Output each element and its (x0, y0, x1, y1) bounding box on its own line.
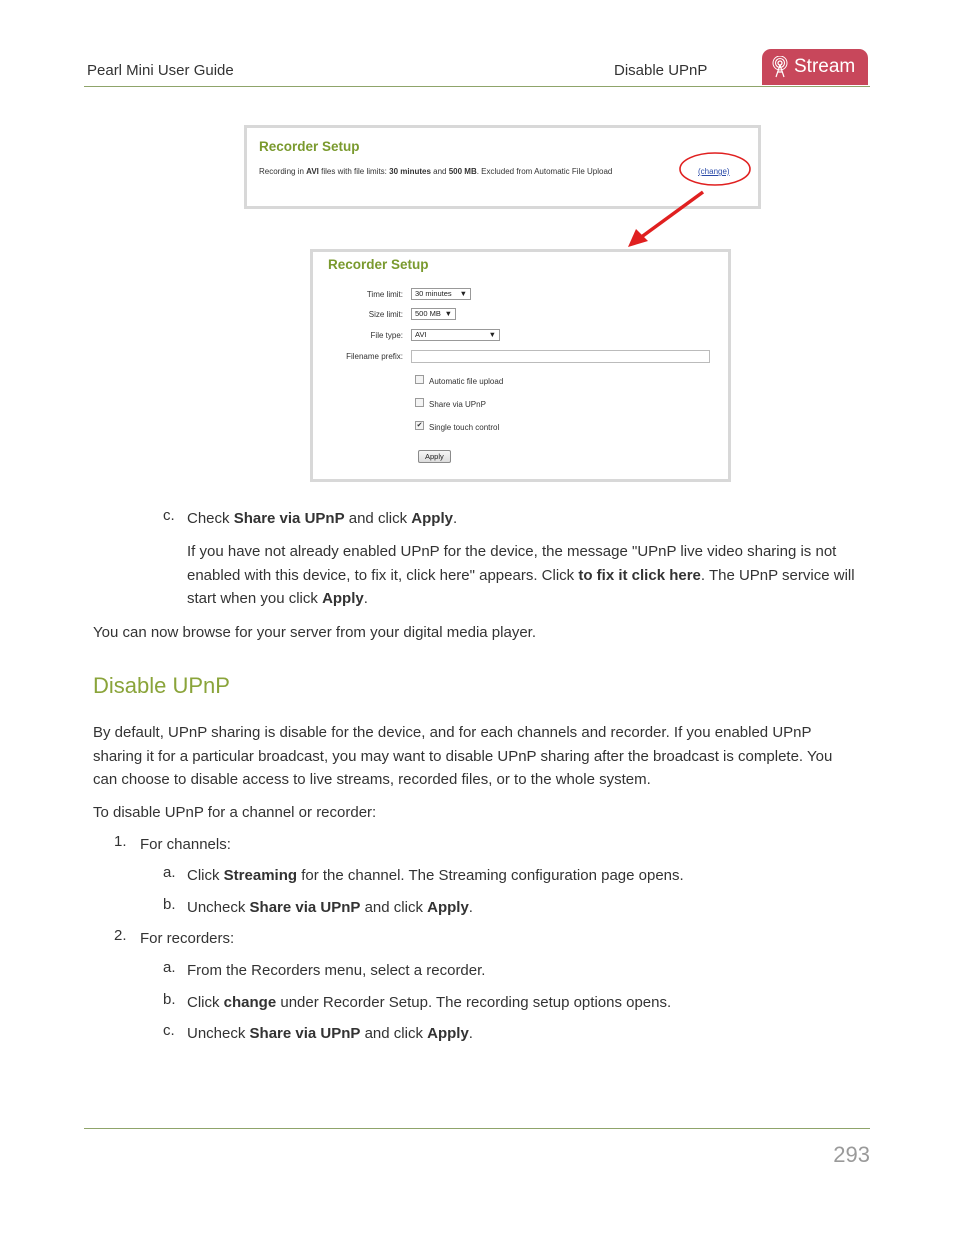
summary-time: 30 minutes (389, 167, 431, 176)
dropdown-arrow-icon: ▼ (488, 330, 496, 339)
step-bold: Apply (411, 510, 453, 527)
file-type-value: AVI (415, 330, 427, 339)
list-text: . (468, 899, 473, 916)
share-upnp-label: Share via UPnP (429, 400, 486, 409)
summary-size: 500 MB (448, 167, 477, 176)
lead-in-paragraph: To disable UPnP for a channel or recorder: (93, 804, 377, 821)
summary-text: and (430, 167, 449, 176)
list-item-2-marker: 2. (114, 927, 127, 944)
automatic-upload-checkbox[interactable] (415, 375, 424, 384)
size-limit-value: 500 MB (415, 309, 441, 318)
dropdown-arrow-icon: ▼ (444, 309, 452, 318)
page-number: 293 (833, 1142, 870, 1167)
list-item-1a-marker: a. (163, 864, 176, 881)
broadcast-icon (772, 56, 788, 78)
size-limit-select[interactable] (411, 308, 456, 320)
arrow-shaft (640, 192, 703, 238)
screenshot1-title: Recorder Setup (259, 139, 360, 154)
share-upnp-checkbox[interactable] (415, 398, 424, 407)
automatic-upload-label: Automatic file upload (429, 377, 504, 386)
header-rule (84, 86, 870, 87)
step-bold: Share via UPnP (233, 510, 345, 527)
list-item-1a-text (187, 864, 867, 888)
list-bold: Streaming (223, 867, 298, 884)
recorder-setup-form-screenshot (310, 249, 731, 482)
recording-summary-line (259, 167, 612, 176)
browse-paragraph: You can now browse for your server from your digital media player. (93, 624, 536, 641)
section-title: Disable UPnP (614, 62, 708, 79)
list-item-1b-text (187, 896, 867, 920)
list-item-2c-text (187, 1022, 867, 1046)
list-item-1b-marker: b. (163, 896, 176, 913)
apply-button[interactable]: Apply (418, 450, 451, 463)
list-item-2b-marker: b. (163, 991, 176, 1008)
callout-arrow-overlay (600, 145, 770, 255)
list-text: Uncheck (187, 899, 250, 916)
list-text: and click (360, 899, 428, 916)
file-type-label: File type: (370, 331, 403, 340)
step-c-text (187, 507, 867, 531)
file-type-select[interactable] (411, 329, 500, 341)
footer-rule (84, 1128, 870, 1129)
summary-text: files with file limits: (318, 167, 390, 176)
list-item-2a-marker: a. (163, 959, 176, 976)
note-text: . (363, 590, 368, 607)
size-limit-label: Size limit: (368, 310, 403, 319)
step-text: . (452, 510, 458, 527)
filename-prefix-input[interactable] (411, 350, 710, 363)
note-bold: Apply (322, 590, 364, 607)
summary-text: Recording in (259, 167, 307, 176)
list-text: Click (187, 994, 224, 1011)
list-item-2a-text: From the Recorders menu, select a recorder. (187, 962, 486, 979)
time-limit-value: 30 minutes (415, 289, 452, 298)
list-item-1-marker: 1. (114, 833, 127, 850)
guide-title: Pearl Mini User Guide (87, 62, 234, 79)
list-text: . (468, 1025, 473, 1042)
list-bold: change (223, 994, 277, 1011)
step-text: Check (187, 510, 234, 527)
screenshot2-title: Recorder Setup (328, 257, 429, 272)
filename-prefix-label: Filename prefix: (346, 352, 403, 361)
summary-text: . Excluded from Automatic File Upload (476, 167, 613, 176)
stream-label: Stream (794, 56, 856, 77)
time-limit-select[interactable] (411, 288, 471, 300)
step-c-marker: c. (163, 507, 175, 524)
intro-paragraph: By default, UPnP sharing is disable for the device, and for each channels and recorder. If you enabled UPnP sharing it for a particular broadcast, you may want to disable UPnP sharing after the broadcast is complete. You can choose to disable access to live streams, recorded files, or to the whole system. (93, 724, 833, 788)
list-item-2b-text (187, 991, 867, 1015)
step-text: and click (344, 510, 412, 527)
change-link[interactable]: (change) (698, 167, 730, 176)
arrow-head-icon (628, 229, 648, 247)
section-heading: Disable UPnP (93, 673, 230, 698)
time-limit-label: Time limit: (366, 290, 403, 299)
list-text: and click (360, 1025, 428, 1042)
list-item-2-text: For recorders: (140, 930, 235, 947)
list-item-2c-marker: c. (163, 1022, 175, 1039)
single-touch-checkbox[interactable]: ✔ (416, 422, 423, 429)
highlight-ellipse (680, 153, 750, 185)
stream-badge (762, 49, 868, 85)
list-bold: Share via UPnP (249, 1025, 361, 1042)
note-text: If you have not already enabled UPnP for the device, the message "UPnP live video sharing is not enabled with this device, to fix it, click here" appears. Click (187, 543, 837, 584)
list-bold: Apply (427, 1025, 469, 1042)
summary-format: AVI (306, 167, 319, 176)
note-text: . The UPnP service will start when you click (187, 566, 855, 607)
list-text: for the channel. The Streaming configuration page opens. (297, 867, 684, 884)
dropdown-arrow-icon: ▼ (459, 289, 467, 298)
upnp-note (187, 540, 867, 611)
list-text: under Recorder Setup. The recording setup options opens. (276, 994, 672, 1011)
list-item-1-text: For channels: (140, 836, 231, 853)
list-text: Uncheck (187, 1025, 250, 1042)
single-touch-label: Single touch control (429, 423, 500, 432)
note-bold: to fix it click here (578, 566, 701, 584)
list-bold: Share via UPnP (249, 899, 361, 916)
list-bold: Apply (427, 899, 469, 916)
list-text: Click (187, 867, 224, 884)
